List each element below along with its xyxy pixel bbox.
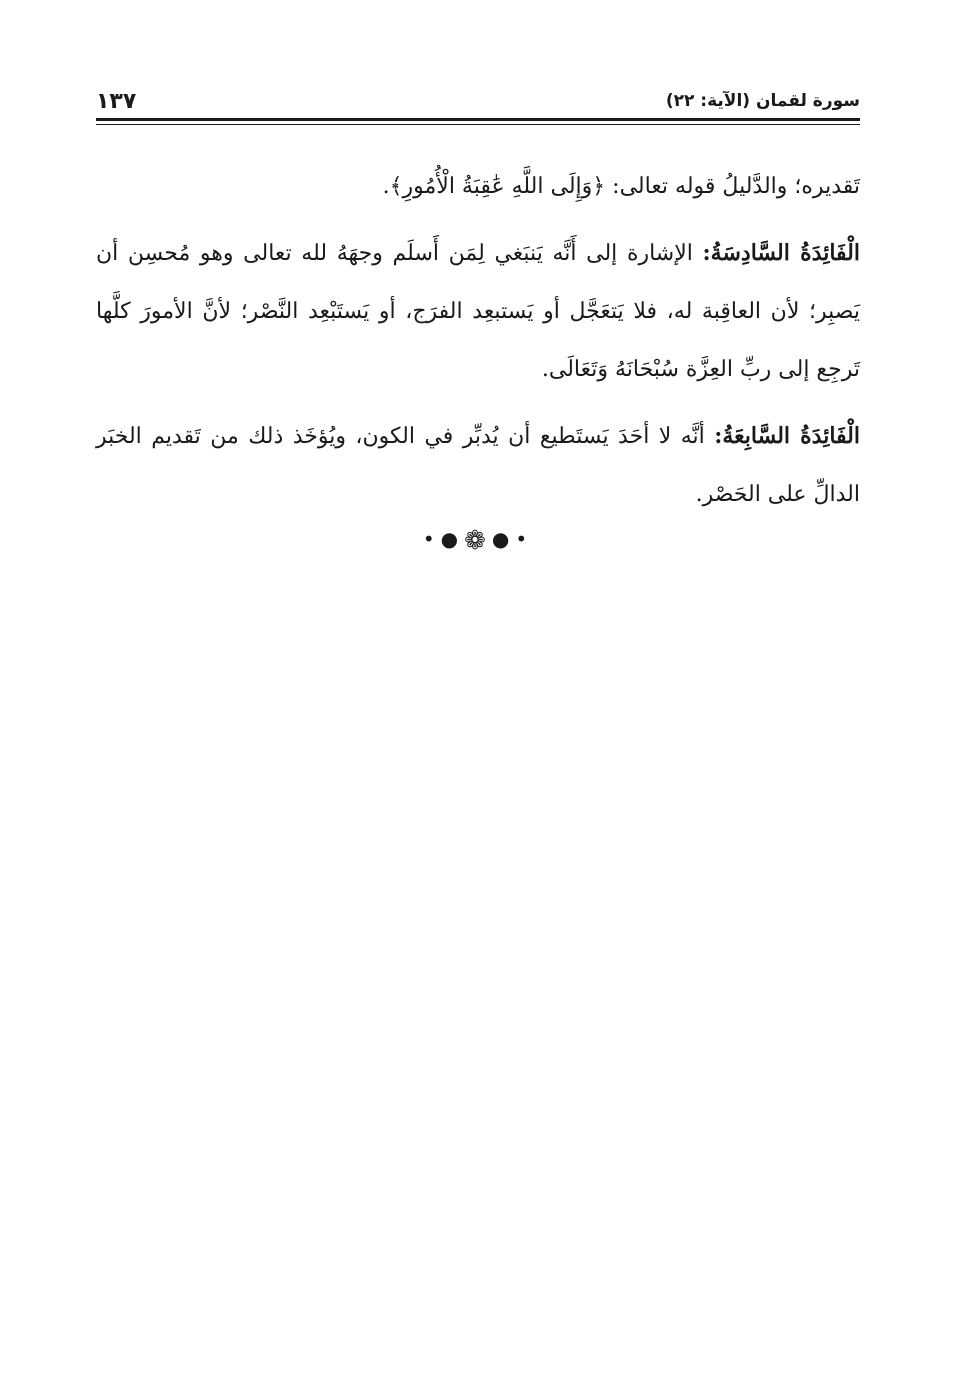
section-end-ornament: [0, 526, 956, 556]
paragraph-intro: [96, 158, 860, 216]
page-header: [96, 86, 860, 116]
header-rule-thick: [96, 118, 860, 121]
benefit-6-label: الْفَائِدَةُ السَّادِسَةُ:: [702, 240, 860, 266]
paragraph-benefit-7: [96, 407, 860, 524]
intro-text: تَقديره؛ والدَّليلُ قوله تعالى:: [605, 174, 860, 199]
body-text: [96, 158, 860, 532]
benefit-6-text: الإشارة إلى أَنَّه يَنبَغي لِمَن أَسلَم وجهَهُ لله تعالى وهو مُحسِن أن يَصبِر؛ لأن العاقِبة له، فلا يَتعَجَّل أو يَستبعِد الفرَج، أو يَستَبْعِد النَّصْر؛ لأنَّ الأمورَ كلَّها تَرجِع إلى ربِّ العِزَّة سُبْحَانَهُ وَتَعَالَى.: [96, 241, 860, 382]
header-rule-thin: [96, 124, 860, 125]
benefit-7-text: أنَّه لا أحَدَ يَستَطيع أن يُدبِّر في الكون، ويُؤخَذ ذلك من تَقديم الخبَر الدالِّ على الحَصْر.: [96, 424, 860, 507]
ornament-dots-right: ●•: [491, 527, 534, 551]
benefit-7-label: الْفَائِدَةُ السَّابِعَةُ:: [714, 423, 860, 449]
quran-verse: ﴿وَإِلَى اللَّهِ عَٰقِبَةُ الْأُمُورِ﴾: [389, 174, 606, 199]
running-title: سورة لقمان (الآية: ٢٢): [665, 91, 860, 111]
page-number: ١٣٧: [96, 88, 137, 114]
ornament-dots-left: •●: [422, 527, 465, 551]
intro-tail: .: [382, 174, 390, 199]
flower-ornament-icon: ❁: [464, 526, 492, 556]
paragraph-benefit-6: [96, 224, 860, 399]
